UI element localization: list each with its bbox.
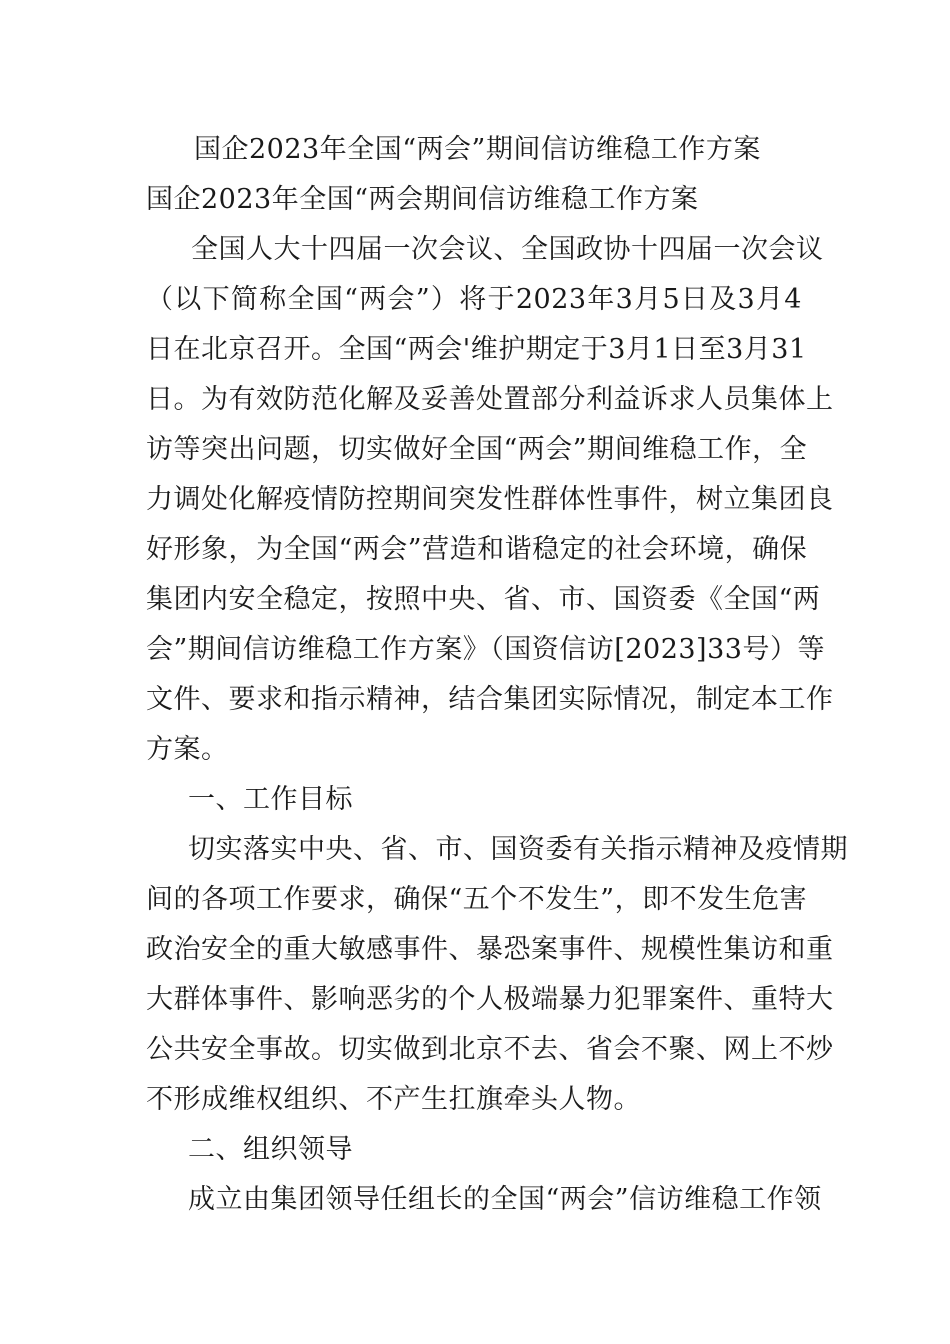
- document-title: 国企2023年全国“两会”期间信访维稳工作方案: [194, 134, 761, 165]
- paragraph-line: 日。为有效防范化解及妥善处置部分利益诉求人员集体上: [146, 384, 834, 415]
- paragraph-line: 日在北京召开。全国“两会'维护期定于3月1日至3月31: [146, 334, 807, 365]
- paragraph-line: 文件、要求和指示精神，结合集团实际情况，制定本工作: [146, 684, 834, 715]
- paragraph-line: 会”期间信访维稳工作方案》（国资信访[2023]33号）等: [146, 634, 825, 665]
- paragraph-line: 间的各项工作要求，确保“五个不发生”，即不发生危害: [146, 884, 808, 915]
- section-heading: 一、工作目标: [188, 784, 353, 815]
- paragraph-line: 力调处化解疫情防控期间突发性群体性事件，树立集团良: [146, 484, 834, 515]
- paragraph-line: （以下简称全国“两会”）将于2023年3月5日及3月4: [146, 284, 802, 315]
- paragraph-line: 集团内安全稳定，按照中央、省、市、国资委《全国“两: [146, 584, 821, 615]
- paragraph-line: 切实落实中央、省、市、国资委有关指示精神及疫情期: [188, 834, 848, 865]
- paragraph-line: 政治安全的重大敏感事件、暴恐案事件、规模性集访和重: [146, 934, 834, 965]
- paragraph-line: 成立由集团领导任组长的全国“两会”信访维稳工作领: [188, 1184, 822, 1215]
- paragraph-line: 好形象，为全国“两会”营造和谐稳定的社会环境，确保: [146, 534, 808, 565]
- paragraph-line: 公共安全事故。切实做到北京不去、省会不聚、网上不炒: [146, 1034, 834, 1065]
- paragraph-line: 大群体事件、影响恶劣的个人极端暴力犯罪案件、重特大: [146, 984, 834, 1015]
- paragraph-line: 方案。: [146, 734, 229, 765]
- paragraph-line: 全国人大十四届一次会议、全国政协十四届一次会议: [191, 234, 824, 265]
- paragraph-line: 不形成维权组织、不产生扛旗牵头人物。: [146, 1084, 641, 1115]
- document-subtitle: 国企2023年全国“两会期间信访维稳工作方案: [146, 184, 699, 215]
- section-heading: 二、组织领导: [188, 1134, 353, 1165]
- paragraph-line: 访等突出问题，切实做好全国“两会”期间维稳工作，全: [146, 434, 808, 465]
